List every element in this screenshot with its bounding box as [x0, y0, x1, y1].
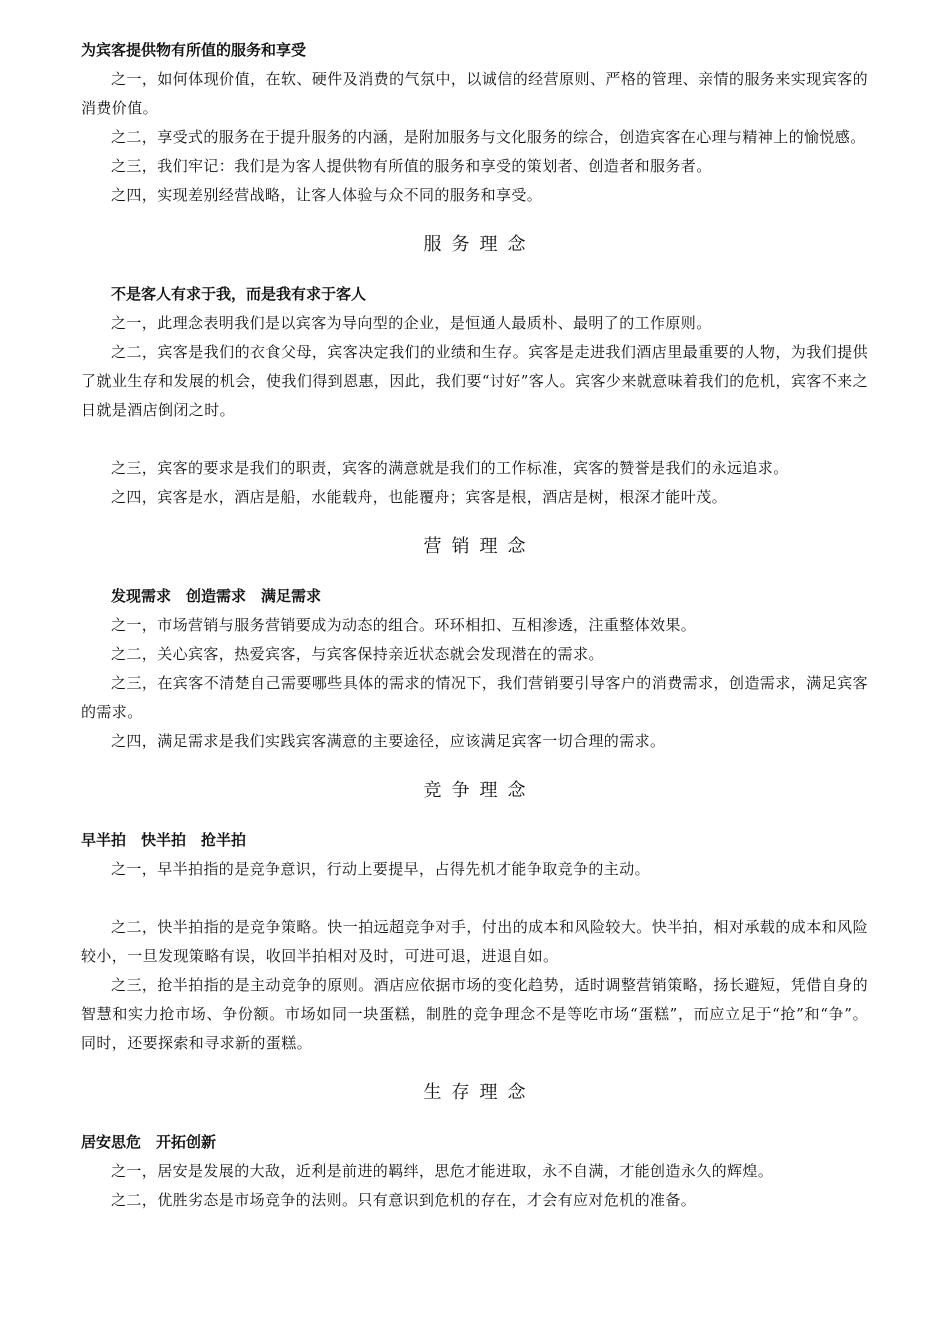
- paragraph: 之二，快半拍指的是竞争策略。快一拍远超竞争对手，付出的成本和风险较大。快半拍，相对承载的成本和风险较小，一旦发现策略有误，收回半拍相对及时，可进可退，进退自如。: [81, 918, 868, 965]
- section-heading: 服务理念: [423, 234, 536, 255]
- section-heading: 营销理念: [423, 536, 536, 557]
- paragraph: 之三，我们牢记：我们是为客人提供物有所值的服务和享受的策划者、创造者和服务者。: [111, 157, 712, 175]
- paragraph: 之四，满足需求是我们实践宾客满意的主要途径，应该满足宾客一切合理的需求。: [111, 732, 666, 750]
- paragraph: 之三，宾客的要求是我们的职责，宾客的满意就是我们的工作标准，宾客的赞誉是我们的永远追求。: [111, 459, 789, 477]
- paragraph: 之二，宾客是我们的衣食父母，宾客决定我们的业绩和生存。宾客是走进我们酒店里最重要的人物，为我们提供了就业生存和发展的机会，使我们得到恩惠，因此，我们要“讨好”客人。宾客少来就意味着我们的危机，宾客不来之日就是酒店倒闭之时。: [81, 343, 868, 419]
- paragraph: 之二，关心宾客，热爱宾客，与宾客保持亲近状态就会发现潜在的需求。: [111, 645, 604, 663]
- section-subtitle: 早半拍 快半拍 抢半拍: [81, 831, 247, 849]
- paragraph: 之二，享受式的服务在于提升服务的内涵，是附加服务与文化服务的综合，创造宾客在心理与精神上的愉悦感。: [111, 128, 866, 146]
- document-page: [81, 36, 868, 1215]
- paragraph: 之三，抢半拍指的是主动竞争的原则。酒店应依据市场的变化趋势，适时调整营销策略，扬长避短，凭借自身的智慧和实力抢市场、争份额。市场如同一块蛋糕，制胜的竞争理念不是等吃市场“蛋糕”，而应立足于“抢”和“争”。同时，还要探索和寻求新的蛋糕。: [81, 976, 868, 1052]
- paragraph: 之一，此理念表明我们是以宾客为导向型的企业，是恒通人最质朴、最明了的工作原则。: [111, 314, 712, 332]
- section-subtitle: 居安思危 开拓创新: [81, 1133, 217, 1151]
- paragraph: 之一，居安是发展的大敌，近利是前进的羁绊，思危才能进取，永不自满，才能创造永久的辉煌。: [111, 1162, 774, 1180]
- paragraph: 之二，优胜劣态是市场竞争的法则。只有意识到危机的存在，才会有应对危机的准备。: [111, 1191, 697, 1209]
- section-subtitle: 为宾客提供物有所值的服务和享受: [81, 41, 307, 59]
- paragraph: 之三，在宾客不清楚自己需要哪些具体的需求的情况下，我们营销要引导客户的消费需求，创造需求，满足宾客的需求。: [81, 674, 868, 721]
- section-heading: 竞争理念: [423, 780, 536, 801]
- paragraph: 之四，实现差别经营战略，让客人体验与众不同的服务和享受。: [111, 186, 543, 204]
- paragraph: 之四，宾客是水，酒店是船，水能载舟，也能覆舟；宾客是根，酒店是树，根深才能叶茂。: [111, 488, 728, 506]
- paragraph: 之一，早半拍指的是竞争意识，行动上要提早，占得先机才能争取竞争的主动。: [111, 860, 651, 878]
- section-subtitle: 发现需求 创造需求 满足需求: [111, 587, 322, 605]
- section-heading: 生存理念: [423, 1082, 536, 1103]
- paragraph: 之一，市场营销与服务营销要成为动态的组合。环环相扣、互相渗透，注重整体效果。: [111, 616, 697, 634]
- paragraph: 之一，如何体现价值，在软、硬件及消费的气氛中，以诚信的经营原则、严格的管理、亲情的服务来实现宾客的消费价值。: [81, 70, 868, 117]
- section-subtitle: 不是客人有求于我，而是我有求于客人: [111, 285, 367, 303]
